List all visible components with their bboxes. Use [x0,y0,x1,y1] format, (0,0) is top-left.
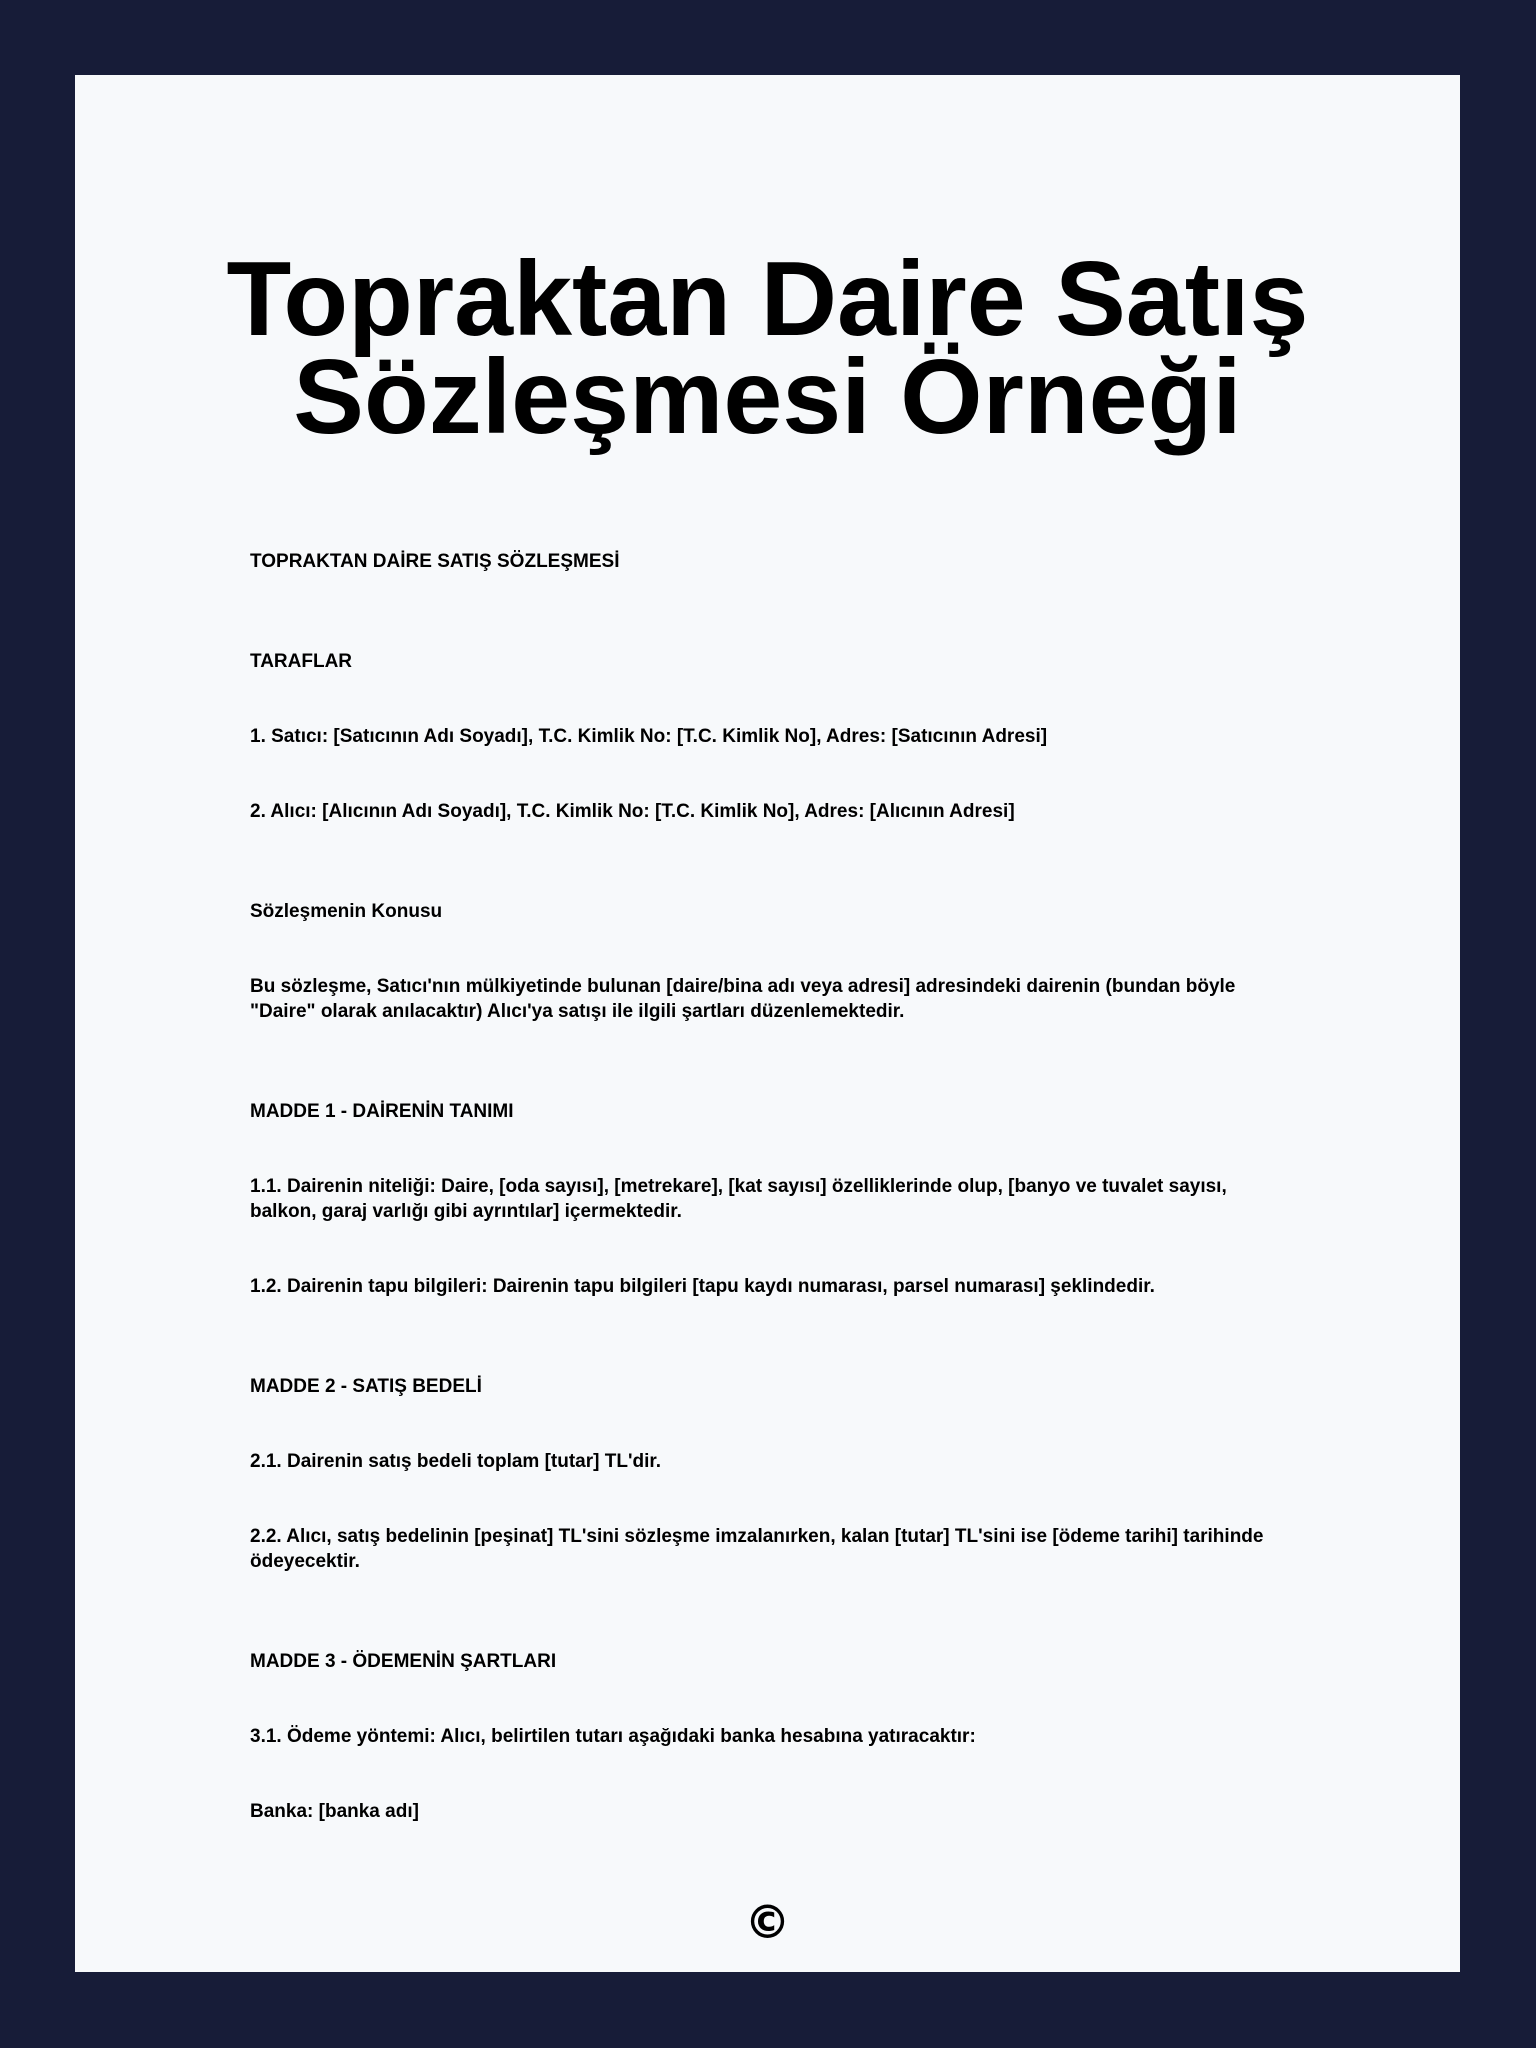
article-3-heading: MADDE 3 - ÖDEMENİN ŞARTLARI [250,1651,557,1672]
document-page [75,75,1460,1972]
section-heading-parties: TARAFLAR [250,651,353,672]
section-heading-subject: Sözleşmenin Konusu [250,901,443,922]
article-2-2-paragraph: 2.2. Alıcı, satış bedelinin [peşinat] TL'sini sözleşme imzalanırken, kalan [tutar] TL'sini ise [ödeme tarihi] tarihinde ödeyecektir. [250,1526,1264,1572]
article-1-2-paragraph: 1.2. Dairenin tapu bilgileri: Dairenin tapu bilgileri [tapu kaydı numarası, parsel numarası] şeklindedir. [250,1276,1155,1297]
contract-heading: TOPRAKTAN DAİRE SATIŞ SÖZLEŞMESİ [250,551,620,572]
document-title-line-1: Topraktan Daire Satış [226,240,1309,358]
article-1-heading: MADDE 1 - DAİRENİN TANIMI [250,1101,514,1122]
article-1-1-paragraph: 1.1. Dairenin niteliği: Daire, [oda sayısı], [metrekare], [kat sayısı] özelliklerinde olup, [banyo ve tuvalet sayısı, balkon, garaj varlığı gibi ayrıntılar] içermektedir. [250,1176,1227,1222]
subject-paragraph: Bu sözleşme, Satıcı'nın mülkiyetinde bulunan [daire/bina adı veya adresi] adresindeki dairenin (bundan böyle "Daire" olarak anılacaktır) Alıcı'ya satışı ile ilgili şartları düzenlemektedir. [250,976,1236,1022]
document-title-line-2: Sözleşmesi Örneği [293,338,1242,456]
copyright-icon: © [744,1895,791,1949]
document-title [75,240,1460,456]
article-3-1-paragraph: 3.1. Ödeme yöntemi: Alıcı, belirtilen tutarı aşağıdaki banka hesabına yatıracaktır: [250,1726,976,1747]
party-buyer: 2. Alıcı: [Alıcının Adı Soyadı], T.C. Kimlik No: [T.C. Kimlik No], Adres: [Alıcının Adresi] [250,801,1015,822]
party-seller: 1. Satıcı: [Satıcının Adı Soyadı], T.C. Kimlik No: [T.C. Kimlik No], Adres: [Satıcının Adresi] [250,726,1048,747]
bank-line: Banka: [banka adı] [250,1801,419,1822]
article-2-1-paragraph: 2.1. Dairenin satış bedeli toplam [tutar] TL'dir. [250,1451,661,1472]
article-2-heading: MADDE 2 - SATIŞ BEDELİ [250,1376,482,1397]
